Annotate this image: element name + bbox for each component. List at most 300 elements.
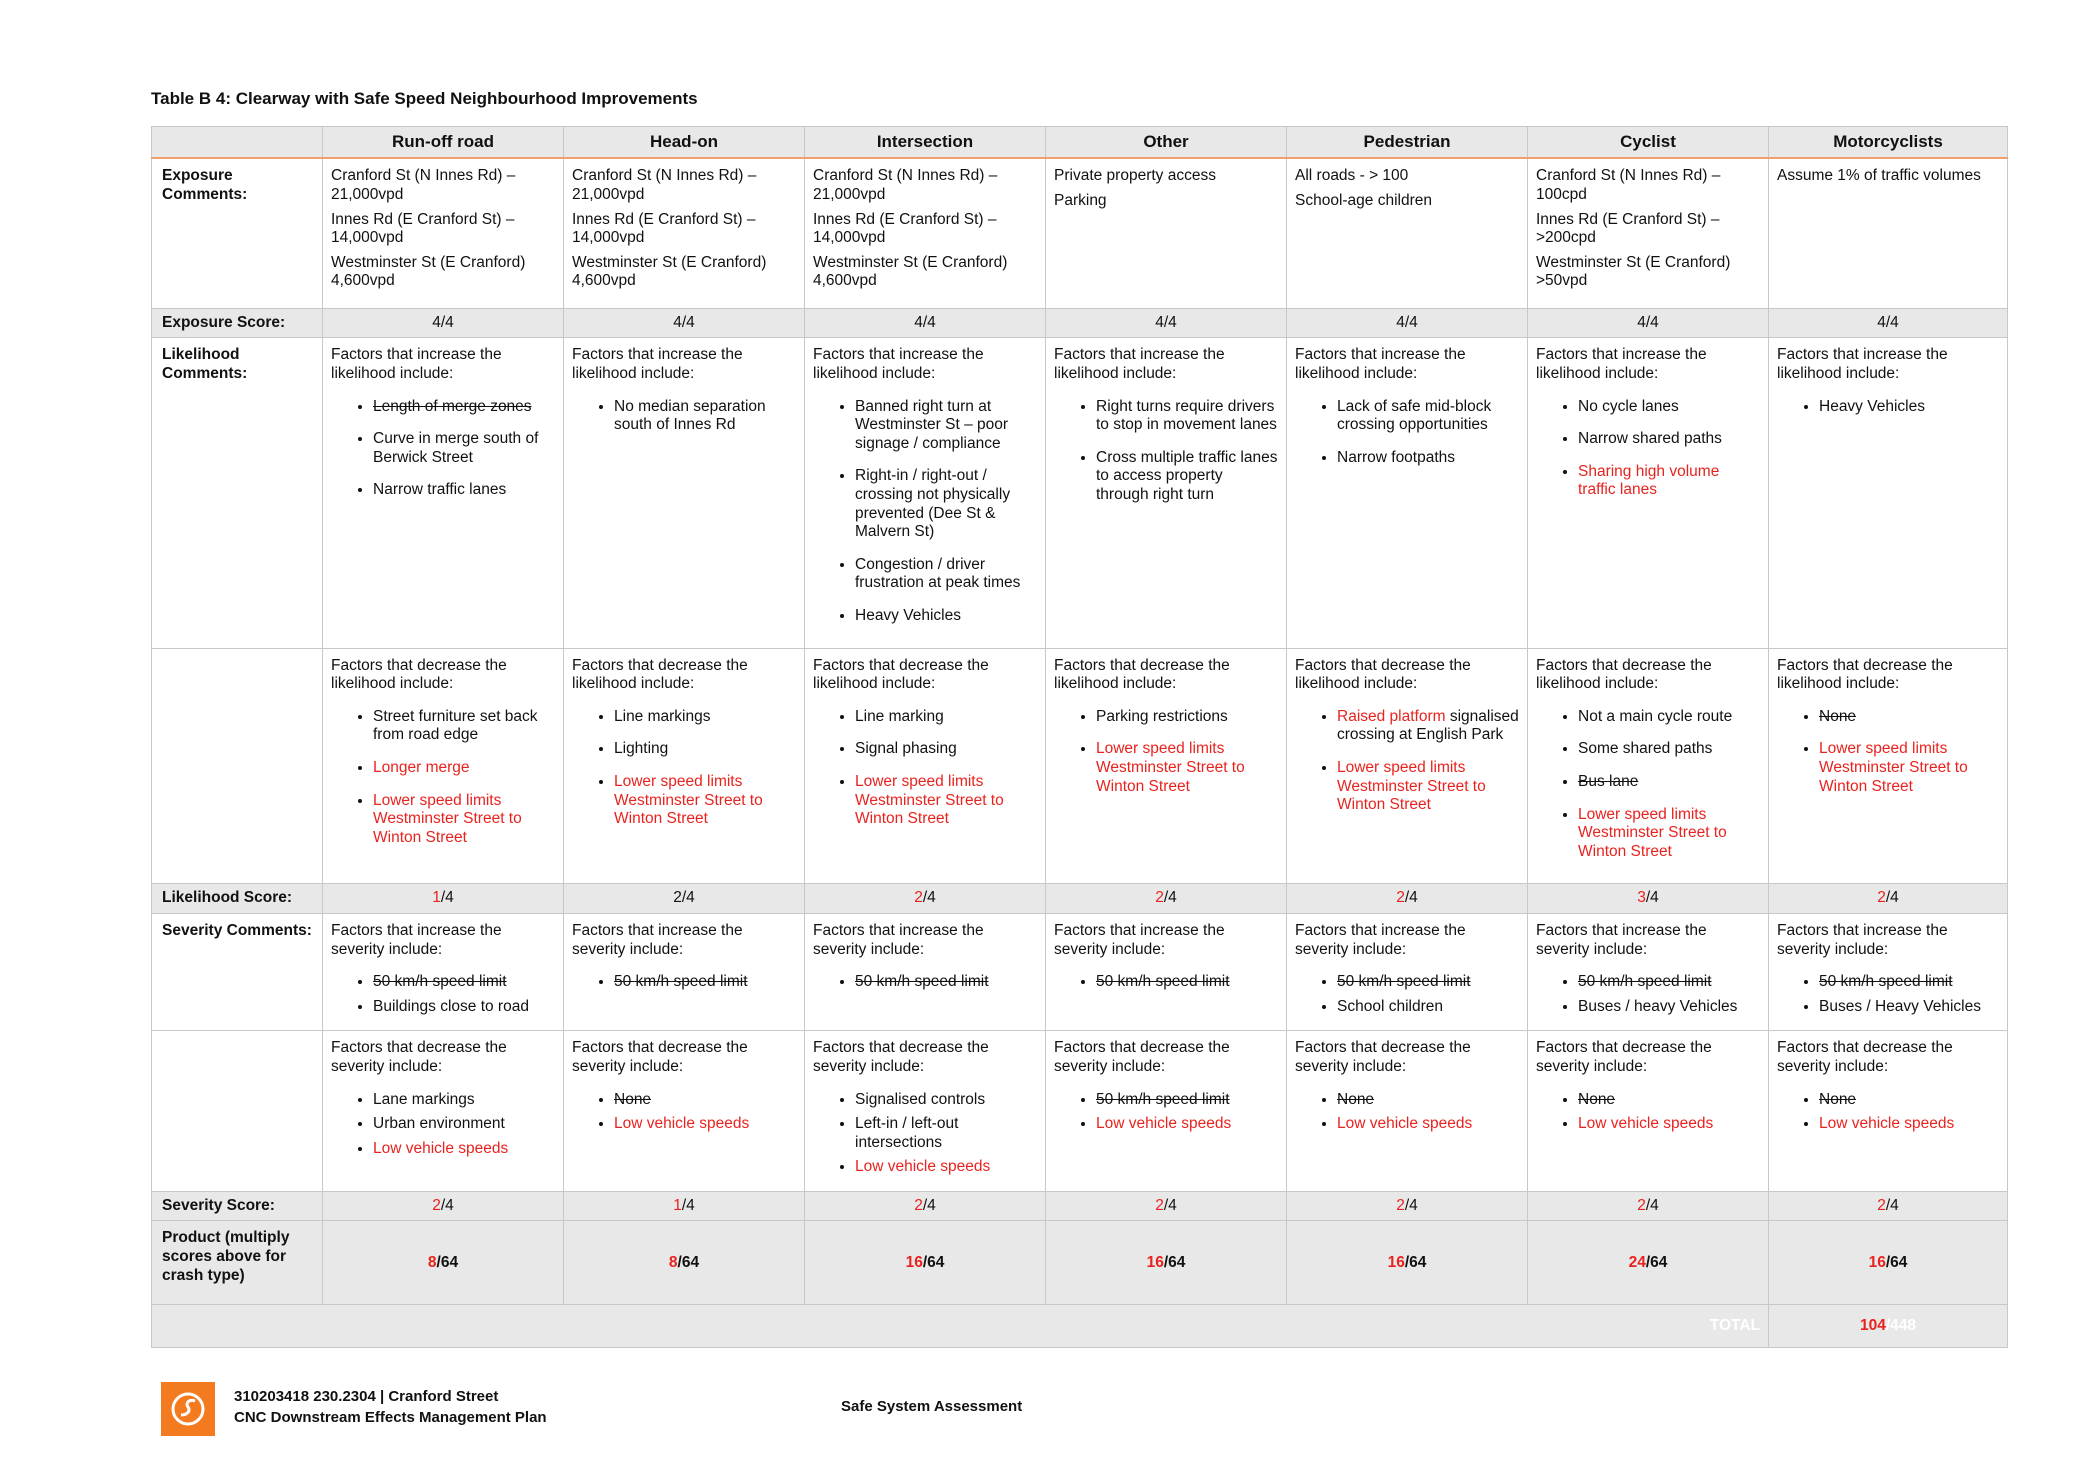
likelihood-score-value: 2 [673, 889, 682, 907]
factor-cell [323, 338, 564, 648]
factor-cell [564, 1031, 805, 1192]
factor-item [373, 1140, 555, 1159]
factor-item [1578, 806, 1760, 862]
factor-item [1337, 998, 1519, 1017]
column-header: Pedestrian [1287, 127, 1528, 159]
factor-text: Heavy Vehicles [855, 607, 961, 625]
factor-list [331, 973, 555, 1016]
factor-cell [1528, 648, 1769, 884]
factor-item [1578, 430, 1760, 449]
factor-intro: Factors that increase the severity include: [813, 921, 984, 958]
factor-intro: Factors that decrease the likelihood include: [572, 656, 748, 693]
factor-cell [1769, 1031, 2008, 1192]
factor-intro: Factors that increase the likelihood include: [1536, 346, 1707, 383]
factor-list [331, 398, 555, 500]
factor-item [1337, 398, 1519, 435]
factor-item [373, 398, 555, 417]
exposure-cell [564, 158, 805, 308]
factor-item [1578, 973, 1760, 992]
factor-text: Low vehicle speeds [373, 1139, 509, 1157]
factor-cell [1769, 913, 2008, 1030]
factor-text: Line marking [855, 707, 944, 725]
factor-text: Lane markings [373, 1090, 475, 1108]
product-score-denominator: /64 [1163, 1253, 1186, 1271]
column-header: Other [1046, 127, 1287, 159]
factor-item [1096, 708, 1278, 727]
factor-list [1295, 973, 1519, 1016]
factor-item [1337, 449, 1519, 468]
row-label: Exposure Comments: [152, 158, 323, 308]
assessment-table [151, 126, 2008, 1348]
severity-score-denominator: /4 [922, 1196, 936, 1214]
factor-item [373, 1115, 555, 1134]
factor-item [373, 759, 555, 778]
severity-score-denominator: /4 [1885, 1196, 1899, 1214]
factor-text: Lower speed limits Westminster Street to Winton Street [1819, 740, 1968, 795]
column-header: Motorcyclists [1769, 127, 2008, 159]
factor-text: Cross multiple traffic lanes to access property through right turn [1096, 448, 1278, 504]
severity-score-value: 2 [1637, 1196, 1646, 1214]
total-row [152, 1305, 2008, 1348]
product-score-denominator: /64 [677, 1253, 700, 1271]
likelihood-score-row [152, 884, 2008, 914]
factor-text: Buildings close to road [373, 997, 529, 1015]
factor-item [1337, 759, 1519, 815]
product-score-denominator: /64 [922, 1253, 945, 1271]
factor-text: 50 km/h speed limit [1096, 973, 1230, 991]
exposure-cell [805, 158, 1046, 308]
factor-cell [1769, 338, 2008, 648]
factor-item [1578, 773, 1760, 792]
likelihood-score [323, 884, 564, 914]
exposure-line: Cranford St (N Innes Rd) – 21,000vpd [572, 167, 757, 203]
factor-list [1536, 973, 1760, 1016]
factor-list [1777, 1091, 1999, 1134]
factor-item [614, 398, 796, 435]
severity-score-value: 1 [673, 1196, 682, 1214]
factor-item [1578, 740, 1760, 759]
factor-text: None [1819, 1090, 1857, 1108]
likelihood-score-value: 2 [1877, 889, 1886, 907]
severity-score [1769, 1191, 2008, 1221]
factor-text: Longer merge [373, 758, 470, 776]
factor-intro: Factors that decrease the severity include: [572, 1039, 748, 1075]
factor-list [1777, 973, 1999, 1016]
factor-intro: Factors that decrease the likelihood include: [1777, 656, 1953, 693]
product-score [1046, 1221, 1287, 1305]
factor-item [855, 740, 1037, 759]
factor-item [1578, 998, 1760, 1017]
likelihood-score [1287, 884, 1528, 914]
factor-item [614, 973, 796, 992]
exposure-cell [1769, 158, 2008, 308]
severity-score-value: 2 [1877, 1196, 1886, 1214]
factor-text: 50 km/h speed limit [855, 973, 989, 991]
factor-text: Right-in / right-out / crossing not physically prevented (Dee St & Malvern St) [855, 467, 1011, 541]
factor-intro: Factors that decrease the severity include: [1054, 1039, 1230, 1075]
factor-item [1578, 1091, 1760, 1110]
factor-text: Low vehicle speeds [1337, 1115, 1473, 1133]
factor-intro: Factors that increase the likelihood include: [813, 346, 984, 383]
factor-text: Lower speed limits Westminster Street to Winton Street [855, 772, 1004, 828]
exposure-line: Parking [1054, 191, 1107, 209]
likelihood-score-value: 2 [914, 889, 923, 907]
factor-item [1578, 708, 1760, 727]
factor-intro: Factors that increase the likelihood include: [572, 346, 743, 383]
factor-text: Sharing high volume traffic lanes [1578, 462, 1720, 499]
factor-text-rest: signalised crossing at English Park [1337, 707, 1519, 744]
severity-decrease-row [152, 1031, 2008, 1192]
column-header: Cyclist [1528, 127, 1769, 159]
factor-item [1337, 1091, 1519, 1110]
factor-text: Not a main cycle route [1578, 707, 1733, 725]
factor-intro: Factors that increase the severity include: [572, 921, 743, 958]
factor-text: Buses / heavy Vehicles [1578, 997, 1738, 1015]
severity-score [1528, 1191, 1769, 1221]
factor-item [1337, 708, 1519, 745]
factor-text: Low vehicle speeds [1819, 1115, 1955, 1133]
factor-list [1054, 398, 1278, 505]
exposure-score: 4/4 [1528, 308, 1769, 338]
factor-item [373, 973, 555, 992]
likelihood-score-denominator: /4 [1163, 889, 1177, 907]
factor-item [373, 792, 555, 848]
factor-list [1536, 398, 1760, 500]
factor-intro: Factors that decrease the likelihood include: [1536, 656, 1712, 693]
exposure-score: 4/4 [805, 308, 1046, 338]
factor-item [1578, 463, 1760, 500]
factor-item [1096, 740, 1278, 796]
factor-intro: Factors that decrease the likelihood include: [1295, 656, 1471, 693]
factor-text: Street furniture set back from road edge [373, 707, 538, 744]
exposure-line: Innes Rd (E Cranford St) – 14,000vpd [572, 210, 756, 247]
factor-cell [1287, 1031, 1528, 1192]
factor-text: Narrow footpaths [1337, 448, 1456, 466]
factor-text: Urban environment [373, 1115, 505, 1133]
factor-item [373, 481, 555, 500]
product-row [152, 1221, 2008, 1305]
factor-item [614, 708, 796, 727]
factor-text: Lower speed limits Westminster Street to Winton Street [1337, 758, 1486, 814]
exposure-line: Westminster St (E Cranford) 4,600vpd [572, 253, 767, 290]
factor-item [1578, 1115, 1760, 1134]
factor-item [1819, 740, 1999, 796]
factor-list [331, 708, 555, 848]
factor-text: Right turns require drivers to stop in movement lanes [1096, 397, 1277, 434]
factor-text: Length of merge zones [373, 397, 532, 415]
factor-item [855, 1158, 1037, 1177]
factor-intro: Factors that increase the severity include: [1054, 921, 1225, 958]
factor-text: None [1819, 707, 1857, 725]
factor-cell [1528, 1031, 1769, 1192]
exposure-cell [1528, 158, 1769, 308]
factor-text: School children [1337, 997, 1443, 1015]
factor-item [1096, 449, 1278, 505]
factor-list [1295, 708, 1519, 815]
factor-cell [1046, 1031, 1287, 1192]
factor-item [855, 708, 1037, 727]
factor-item [1096, 398, 1278, 435]
severity-score-denominator: /4 [1163, 1196, 1177, 1214]
factor-text: Low vehicle speeds [855, 1158, 991, 1176]
factor-text: Lower speed limits Westminster Street to Winton Street [1578, 805, 1727, 860]
factor-item [373, 1091, 555, 1110]
factor-item [1337, 1115, 1519, 1134]
header-row [152, 127, 2008, 159]
factor-text: Low vehicle speeds [1096, 1115, 1232, 1133]
factor-text: Bus lane [1578, 772, 1639, 790]
factor-item [614, 740, 796, 759]
factor-text: Curve in merge south of Berwick Street [373, 430, 539, 466]
factor-item [1819, 998, 1999, 1017]
factor-item [855, 1115, 1037, 1152]
product-score [1769, 1221, 2008, 1305]
factor-item [855, 467, 1037, 541]
factor-item [855, 556, 1037, 593]
exposure-line: Westminster St (E Cranford) 4,600vpd [331, 253, 526, 290]
exposure-line: Assume 1% of traffic volumes [1777, 167, 1981, 185]
severity-score-denominator: /4 [440, 1196, 454, 1214]
factor-cell [805, 913, 1046, 1030]
factor-intro: Factors that decrease the likelihood include: [331, 656, 507, 693]
factor-text: Parking restrictions [1096, 707, 1228, 725]
factor-cell [1287, 338, 1528, 648]
exposure-cell [1287, 158, 1528, 308]
factor-cell [1528, 338, 1769, 648]
total-number: 104 [1859, 1317, 1886, 1335]
likelihood-score-denominator: /4 [440, 889, 454, 907]
product-score [323, 1221, 564, 1305]
header-corner [152, 127, 323, 159]
factor-item [855, 973, 1037, 992]
severity-score-value: 2 [1396, 1196, 1405, 1214]
severity-score-denominator: /4 [681, 1196, 695, 1214]
factor-intro: Factors that increase the severity include: [1777, 921, 1948, 958]
product-score-denominator: /64 [1885, 1253, 1908, 1271]
row-label-empty [152, 1031, 323, 1192]
factor-list [1054, 708, 1278, 796]
product-score [564, 1221, 805, 1305]
factor-item [1819, 973, 1999, 992]
factor-text: 50 km/h speed limit [1578, 973, 1712, 991]
factor-text: 50 km/h speed limit [614, 973, 748, 991]
factor-item [1096, 1115, 1278, 1134]
factor-text: Low vehicle speeds [1578, 1115, 1714, 1133]
severity-score-row [152, 1191, 2008, 1221]
exposure-score: 4/4 [1287, 308, 1528, 338]
column-header: Head-on [564, 127, 805, 159]
exposure-score: 4/4 [323, 308, 564, 338]
factor-item [373, 430, 555, 467]
likelihood-decrease-row [152, 648, 2008, 884]
factor-cell [323, 1031, 564, 1192]
factor-intro: Factors that increase the likelihood include: [1054, 346, 1225, 383]
factor-text: 50 km/h speed limit [1819, 973, 1953, 991]
severity-score [805, 1191, 1046, 1221]
product-score-value: 8 [427, 1253, 437, 1271]
exposure-line: School-age children [1295, 191, 1433, 209]
likelihood-score [1769, 884, 2008, 914]
factor-item [614, 1115, 796, 1134]
factor-list [1295, 398, 1519, 468]
exposure-line: All roads - > 100 [1295, 167, 1409, 185]
factor-cell [564, 648, 805, 884]
likelihood-score-value: 1 [432, 889, 441, 907]
likelihood-score-value: 3 [1637, 889, 1646, 907]
exposure-comments-row [152, 158, 2008, 308]
likelihood-score [1046, 884, 1287, 914]
factor-intro: Factors that decrease the severity include: [1777, 1039, 1953, 1075]
row-label: Severity Score: [152, 1191, 323, 1221]
product-score-value: 16 [1146, 1253, 1164, 1271]
exposure-line: Private property access [1054, 167, 1216, 185]
factor-intro: Factors that decrease the severity include: [331, 1039, 507, 1075]
factor-list [572, 398, 796, 435]
exposure-score-row [152, 308, 2008, 338]
factor-cell [1046, 338, 1287, 648]
factor-cell [1287, 648, 1528, 884]
factor-cell [323, 648, 564, 884]
factor-list [1536, 708, 1760, 862]
factor-item [855, 607, 1037, 626]
severity-score-value: 2 [1155, 1196, 1164, 1214]
likelihood-increase-row [152, 338, 2008, 648]
factor-cell [805, 1031, 1046, 1192]
severity-score-denominator: /4 [1645, 1196, 1659, 1214]
factor-item [1096, 973, 1278, 992]
exposure-score: 4/4 [564, 308, 805, 338]
row-label: Exposure Score: [152, 308, 323, 338]
exposure-line: Westminster St (E Cranford) >50vpd [1536, 253, 1731, 290]
exposure-line: Cranford St (N Innes Rd) – 100cpd [1536, 167, 1721, 203]
factor-cell [323, 913, 564, 1030]
row-label: Severity Comments: [152, 913, 323, 1030]
footer-line-1: 310203418 230.2304 | Cranford Street [234, 1388, 499, 1405]
factor-item [1819, 398, 1999, 417]
factor-cell [564, 913, 805, 1030]
factor-text: Lower speed limits Westminster Street to Winton Street [373, 791, 522, 846]
factor-list [813, 398, 1037, 626]
factor-list [1777, 708, 1999, 796]
factor-text: 50 km/h speed limit [1096, 1090, 1230, 1108]
severity-score [323, 1191, 564, 1221]
factor-item [855, 1091, 1037, 1110]
product-score-value: 8 [668, 1253, 678, 1271]
factor-list [1054, 973, 1278, 992]
exposure-line: Cranford St (N Innes Rd) – 21,000vpd [813, 167, 998, 203]
factor-item [855, 398, 1037, 454]
severity-score-value: 2 [432, 1196, 441, 1214]
factor-list [572, 708, 796, 829]
likelihood-score-value: 2 [1396, 889, 1405, 907]
factor-cell [1287, 913, 1528, 1030]
footer-section-title: Safe System Assessment [841, 1398, 1023, 1415]
product-score-value: 16 [1387, 1253, 1405, 1271]
row-label: Likelihood Comments: [152, 338, 323, 648]
factor-intro: Factors that decrease the likelihood include: [1054, 656, 1230, 693]
product-score-value: 16 [905, 1253, 923, 1271]
company-logo [161, 1382, 215, 1436]
exposure-score: 4/4 [1046, 308, 1287, 338]
likelihood-score-value: 2 [1155, 889, 1164, 907]
factor-list [813, 1091, 1037, 1177]
row-label: Likelihood Score: [152, 884, 323, 914]
factor-list [1295, 1091, 1519, 1134]
factor-item [373, 708, 555, 745]
factor-text: None [614, 1090, 652, 1108]
column-header: Intersection [805, 127, 1046, 159]
factor-text: Left-in / left-out intersections [855, 1115, 959, 1151]
exposure-score: 4/4 [1769, 308, 2008, 338]
severity-score [1046, 1191, 1287, 1221]
factor-list [572, 1091, 796, 1134]
factor-text: 50 km/h speed limit [373, 973, 507, 991]
factor-item [1819, 1091, 1999, 1110]
factor-text: No median separation south of Innes Rd [614, 397, 766, 434]
exposure-line: Innes Rd (E Cranford St) – 14,000vpd [331, 210, 515, 247]
factor-text: No cycle lanes [1578, 397, 1679, 415]
factor-text: Narrow traffic lanes [373, 481, 507, 499]
factor-text: None [1578, 1090, 1616, 1108]
likelihood-score-denominator: /4 [1885, 889, 1899, 907]
total-value [1769, 1305, 2008, 1348]
factor-intro: Factors that increase the likelihood include: [1777, 346, 1948, 383]
factor-item [1819, 708, 1999, 727]
factor-item [1096, 1091, 1278, 1110]
factor-cell [1769, 648, 2008, 884]
footer-reference [234, 1386, 547, 1428]
factor-cell [1046, 913, 1287, 1030]
table-title: Table B 4: Clearway with Safe Speed Neighbourhood Improvements [151, 89, 698, 108]
factor-intro: Factors that increase the severity include: [1295, 921, 1466, 958]
likelihood-score-denominator: /4 [1645, 889, 1659, 907]
factor-item [1337, 973, 1519, 992]
likelihood-score [1528, 884, 1769, 914]
product-score-denominator: /64 [1645, 1253, 1668, 1271]
factor-text: Congestion / driver frustration at peak times [855, 555, 1021, 592]
factor-text: Low vehicle speeds [614, 1115, 750, 1133]
severity-score [564, 1191, 805, 1221]
product-score-value: 24 [1628, 1253, 1646, 1271]
product-score [1528, 1221, 1769, 1305]
factor-intro: Factors that increase the likelihood include: [1295, 346, 1466, 383]
likelihood-score-denominator: /4 [1404, 889, 1418, 907]
likelihood-score-denominator: /4 [681, 889, 695, 907]
factor-intro: Factors that decrease the severity include: [1295, 1039, 1471, 1075]
factor-item [855, 773, 1037, 829]
factor-list [1536, 1091, 1760, 1134]
factor-item [1578, 398, 1760, 417]
factor-list [1054, 1091, 1278, 1134]
product-score [1287, 1221, 1528, 1305]
factor-item [614, 1091, 796, 1110]
factor-list [331, 1091, 555, 1159]
factor-list [813, 708, 1037, 829]
factor-text: Lower speed limits Westminster Street to Winton Street [1096, 740, 1245, 795]
severity-score-denominator: /4 [1404, 1196, 1418, 1214]
factor-text: Raised platform [1337, 707, 1446, 725]
product-score [805, 1221, 1046, 1305]
factor-cell [1528, 913, 1769, 1030]
factor-text: Signal phasing [855, 740, 957, 758]
footer-line-2: CNC Downstream Effects Management Plan [234, 1409, 547, 1426]
severity-increase-row [152, 913, 2008, 1030]
factor-text: None [1337, 1090, 1375, 1108]
factor-intro: Factors that decrease the severity include: [813, 1039, 989, 1075]
factor-text: Lighting [614, 740, 669, 758]
exposure-cell [1046, 158, 1287, 308]
total-label: TOTAL [152, 1305, 1769, 1348]
